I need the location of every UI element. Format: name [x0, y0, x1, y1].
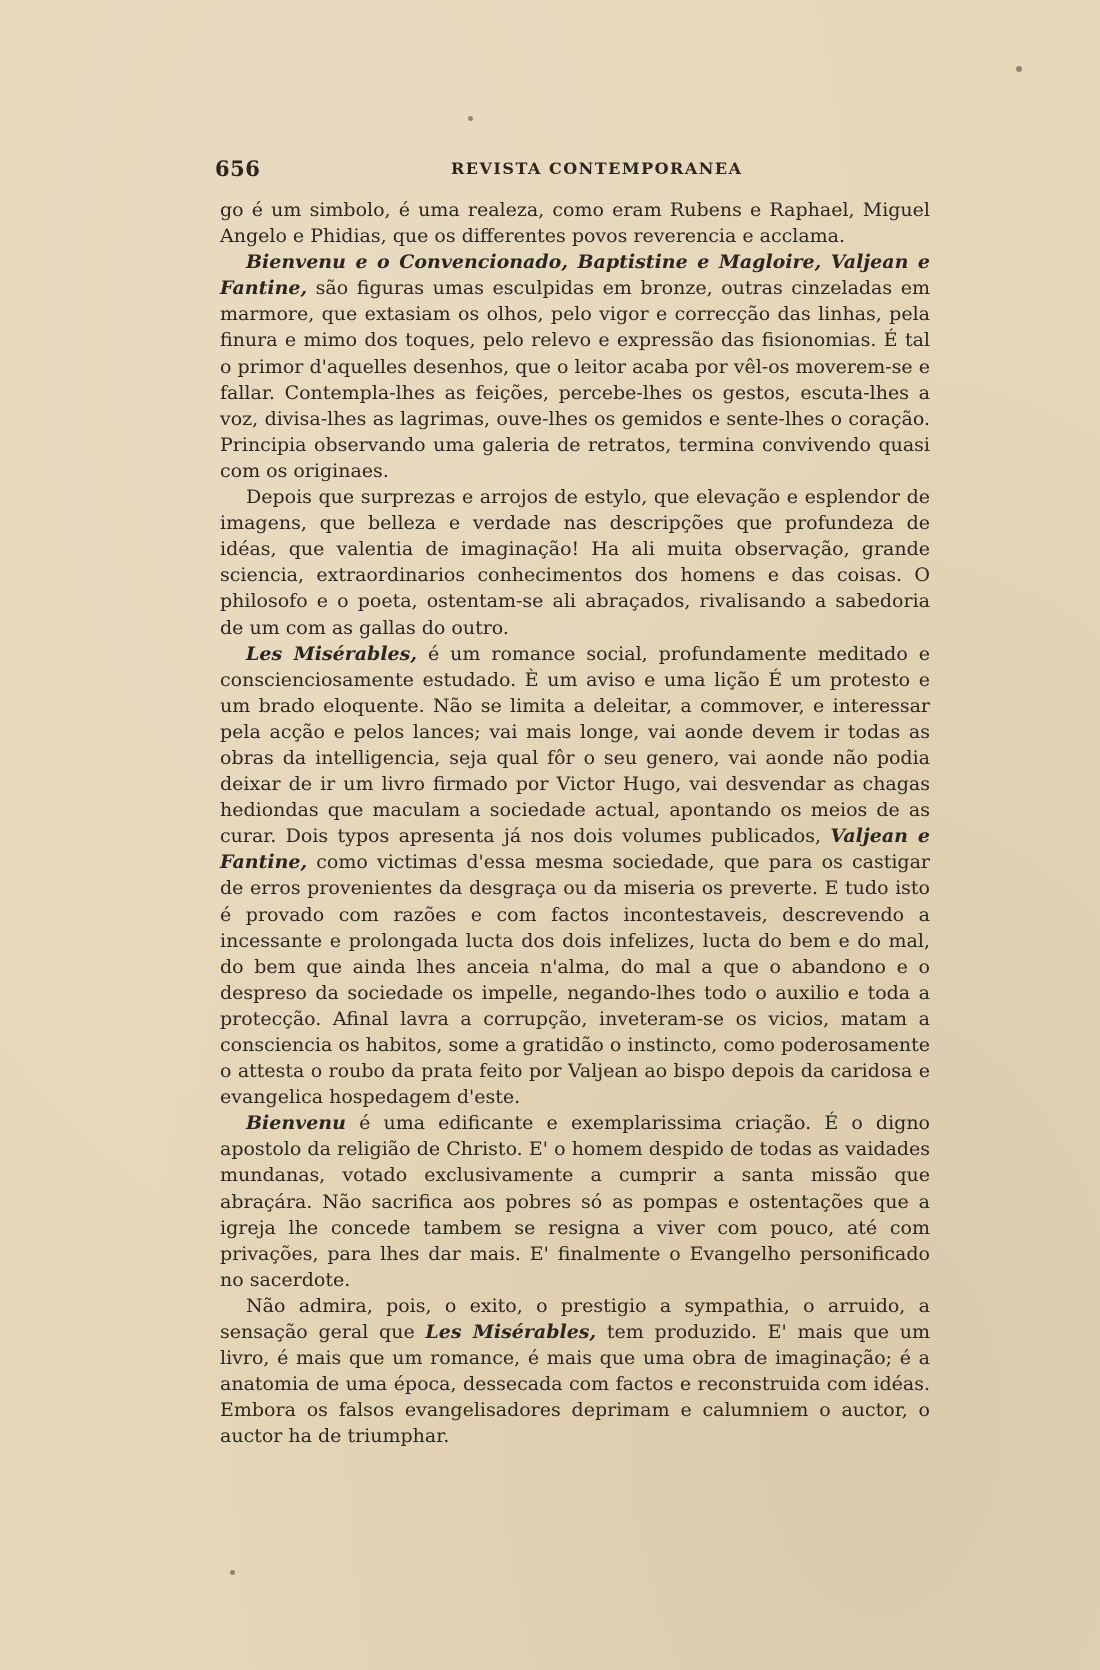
italic-segment: Les Misérables,: [246, 642, 417, 665]
italic-segment: Bienvenu e o Convencionado, Baptistine e Magloire, Valjean e Fantine,: [220, 251, 930, 300]
paragraph: [220, 1110, 930, 1293]
paragraph: [220, 641, 930, 1111]
text-segment: como victimas d'essa mesma sociedade, que para os castigar de erros provenientes da desgraça ou da miseria os preverte. E tudo isto é provado com razões e com factos incontestaveis, descrevendo a incessante e prolongada lucta dos dois infelizes, lucta do bem e do mal, do bem que ainda lhes anceia n'alma, do mal a que o abandono e o despreso da sociedade os impelle, negando-lhes todo o auxilio e toda a protecção. Afinal lavra a corrupção, inveteram-se os vicios, matam a consciencia os habitos, some a gratidão o instincto, como poderosamente o attesta o roubo da prata feito por Valjean ao bispo depois da caridosa e evangelica hospedagem d'este.: [220, 851, 930, 1109]
text-segment: Não admira, pois, o exito, o prestigio a sympathia, o arruido, a sensação geral que: [220, 1294, 930, 1344]
paragraph: [220, 1293, 930, 1450]
paragraph: [220, 249, 930, 484]
page-number: 656: [215, 156, 261, 181]
page-header: [215, 156, 935, 186]
text-segment: Depois que surprezas e arrojos de estylo, que elevação e esplendor de imagens, que belleza e verdade nas descripções que profundeza de idéas, que valentia de imaginação! Ha ali muita observação, grande sciencia, extraordinarios conhecimentos dos homens e das coisas. O philosofo e o poeta, ostentam-se ali abraçados, rivalisando a sabedoria de um com as gallas do outro.: [220, 486, 930, 639]
ink-speck: [468, 116, 473, 121]
italic-segment: Valjean e Fantine,: [220, 825, 930, 874]
ink-speck: [230, 1570, 235, 1575]
text-segment: tem produzido. E' mais que um livro, é mais que um romance, é mais que uma obra de imaginação; é a anatomia de uma época, dessecada com factos e reconstruida com idéas. Embora os falsos evangelisadores deprimam e calumniem o auctor, o auctor ha de triumphar.: [220, 1321, 930, 1448]
running-head: REVISTA CONTEMPORANEA: [451, 159, 743, 178]
italic-segment: Bienvenu: [246, 1112, 346, 1135]
text-segment: go é um simbolo, é uma realeza, como eram Rubens e Raphael, Miguel Angelo e Phidias, que os differentes povos reverencia e acclama.: [220, 199, 930, 248]
body-text: [220, 197, 930, 1450]
text-segment: é um romance social, profundamente meditado e conscienciosamente estudado. È um aviso e uma lição É um protesto e um brado eloquente. Não se limita a deleitar, a commover, e interessar pela acção e pelos lances; vai mais longe, vai aonde devem ir todas as obras da intelligencia, seja qual fôr o seu genero, vai aonde não podia deixar de ir um livro firmado por Victor Hugo, vai desvendar as chagas hediondas que maculam a sociedade actual, apontando os meios de as curar. Dois typos apresenta já nos dois volumes publicados,: [220, 642, 930, 848]
italic-segment: Les Misérables,: [425, 1321, 597, 1344]
text-segment: são figuras umas esculpidas em bronze, outras cinzeladas em marmore, que extasiam os olhos, pelo vigor e correcção das linhas, pela finura e mimo dos toques, pelo relevo e expressão das fisionomias. É tal o primor d'aquelles desenhos, que o leitor acaba por vêl-os moverem-se e fallar. Contempla-lhes as feições, percebe-lhes os gestos, escuta-lhes a voz, divisa-lhes as lagrimas, ouve-lhes os gemidos e sente-lhes o coração. Principia observando uma galeria de retratos, termina convivendo quasi com os originaes.: [220, 277, 930, 482]
paragraph: [220, 484, 930, 641]
text-segment: é uma edificante e exemplarissima criação. É o digno apostolo da religião de Christo. E' o homem despido de todas as vaidades mundanas, votado exclusivamente a cumprir a santa missão que abraçára. Não sacrifica aos pobres só as pompas e ostentações que a igreja lhe concede tambem se resigna a viver com pouco, até com privações, para lhes dar mais. E' finalmente o Evangelho personificado no sacerdote.: [220, 1112, 930, 1291]
ink-speck: [1016, 66, 1022, 72]
paragraph: [220, 197, 930, 249]
